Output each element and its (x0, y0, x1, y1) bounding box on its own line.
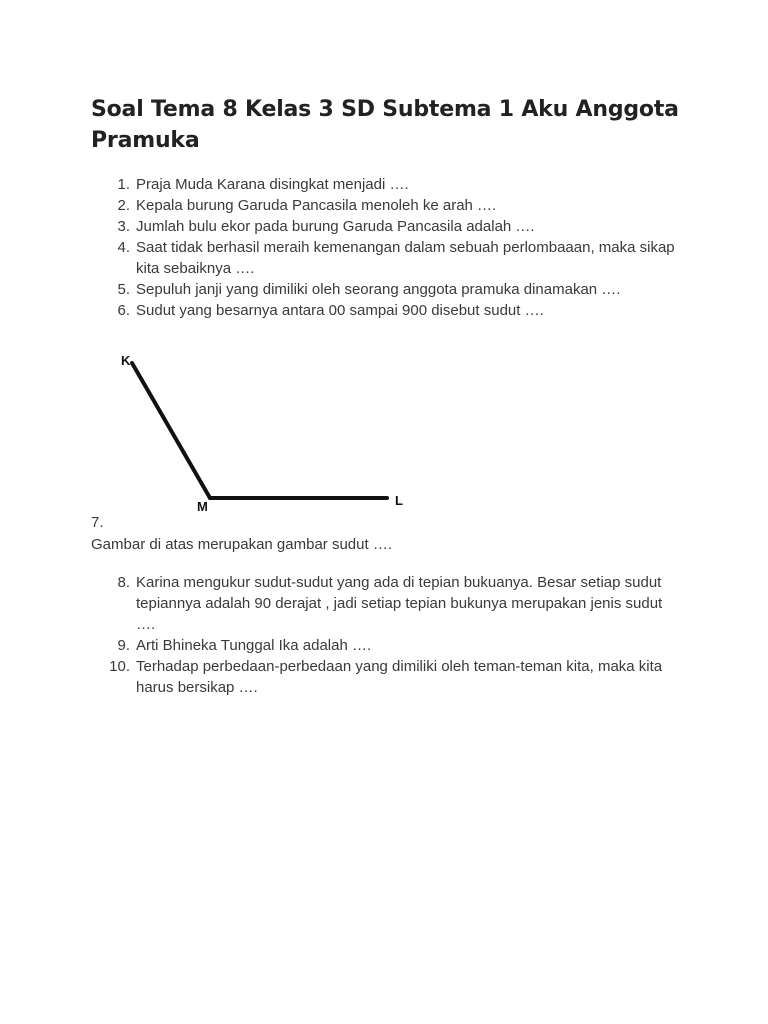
question-number: 3. (117, 218, 130, 235)
list-item (0, 300, 684, 321)
question-number: 1. (117, 176, 130, 193)
question-list-first (0, 174, 684, 321)
label-k: K (121, 353, 131, 368)
list-item (0, 174, 684, 195)
page-title: Soal Tema 8 Kelas 3 SD Subtema 1 Aku Anggota Pramuka (91, 97, 679, 153)
list-item (0, 279, 684, 300)
question-7-text: Gambar di atas merupakan gambar sudut …. (91, 536, 392, 553)
question-number: 9. (117, 637, 130, 654)
question-number: 10. (109, 658, 130, 675)
question-text: Sudut yang besarnya antara 00 sampai 900 disebut sudut …. (136, 302, 544, 319)
question-number: 5. (117, 281, 130, 298)
question-text: Sepuluh janji yang dimiliki oleh seorang anggota pramuka dinamakan …. (136, 281, 621, 298)
question-text: Praja Muda Karana disingkat menjadi …. (136, 176, 409, 193)
list-item (0, 572, 684, 635)
list-item (0, 237, 684, 279)
question-text: Kepala burung Garuda Pancasila menoleh ke arah …. (136, 197, 497, 214)
question-list-second (0, 572, 684, 698)
question-number: 2. (117, 197, 130, 214)
question-number: 4. (117, 239, 130, 256)
question-text: Arti Bhineka Tunggal Ika adalah …. (136, 637, 372, 654)
label-m: M (197, 499, 208, 514)
question-text: Jumlah bulu ekor pada burung Garuda Pancasila adalah …. (136, 218, 535, 235)
list-item (0, 195, 684, 216)
question-text: Saat tidak berhasil meraih kemenangan dalam sebuah perlombaaan, maka sikap kita sebaiknya …. (136, 239, 675, 277)
angle-figure (110, 345, 420, 520)
list-item (0, 216, 684, 237)
list-item (0, 635, 684, 656)
question-number: 6. (117, 302, 130, 319)
question-7-number: 7. (91, 514, 104, 531)
ray-km (132, 363, 210, 498)
question-text: Terhadap perbedaan-perbedaan yang dimiliki oleh teman-teman kita, maka kita harus bersikap …. (136, 658, 663, 696)
question-number: 8. (117, 574, 130, 591)
list-item (0, 656, 684, 698)
question-text: Karina mengukur sudut-sudut yang ada di tepian bukuanya. Besar setiap sudut tepiannya adalah 90 derajat , jadi setiap tepian bukunya merupakan jenis sudut …. (136, 574, 663, 633)
label-l: L (395, 493, 403, 508)
